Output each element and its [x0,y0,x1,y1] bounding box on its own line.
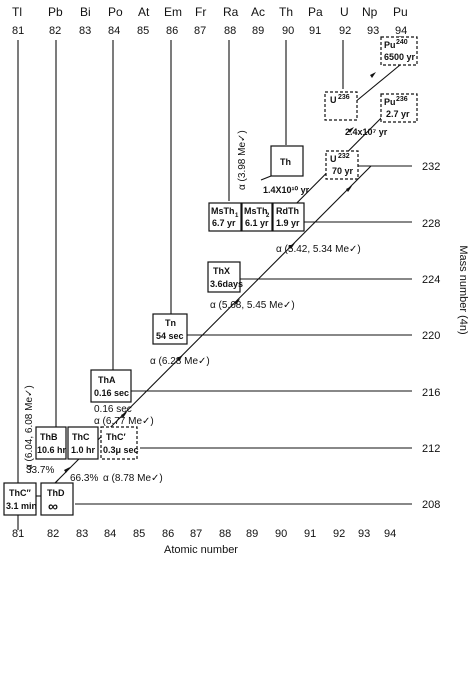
nuclide-halflife: 2.7 yr [386,109,410,119]
atomic-number: 88 [224,25,237,37]
mass-number: 216 [422,387,441,399]
alpha-energy-542: α (5.42, 5.34 Me✓) [276,244,361,255]
branch-ratio-b: 66.3% [70,473,99,484]
nuclide-msth1 [209,203,241,231]
atomic-number: 92 [339,25,352,37]
nuclide-halflife: 0.16 sec [94,388,130,398]
alpha-energy-604: α (6.04, 6.08 Me✓) [24,385,35,470]
u236-halflife: 2.4x10⁷ yr [345,127,388,137]
decay-arrows [18,65,400,530]
nuclide-name: Tn [165,318,176,328]
element-symbols-row [12,5,408,19]
nuclide-name: RdTh [276,206,299,216]
element-symbol: Em [164,5,182,19]
nuclide-tn [153,314,187,344]
atomic-numbers-top [12,25,407,37]
mass-number-labels [422,161,440,511]
nuclide-name: ThA [98,375,116,385]
atomic-number: 90 [282,25,295,37]
nuclide-name: MsTh [244,206,268,216]
nuclide-name: ThC′ [106,432,126,442]
element-symbol: Pu [393,5,408,19]
element-symbol: U [340,5,349,19]
element-symbol: Pb [48,5,63,19]
nuclide-thc [68,427,98,459]
tha-halflife-label: 0.16 sec [94,404,132,415]
nuclide-name: Pu [384,97,396,107]
atomic-number: 81 [12,528,25,540]
atomic-number: 91 [304,528,317,540]
y-axis-label: Mass number (4n) [457,245,469,335]
alpha-energy-568: α (5.68, 5.45 Me✓) [210,300,295,311]
atomic-number: 94 [384,528,397,540]
nuclide-mass: 236 [396,96,408,103]
atomic-number: 83 [76,528,89,540]
element-symbol: Ac [251,5,266,19]
atomic-number: 85 [133,528,146,540]
nuclide-halflife: 1.0 hr [71,445,96,455]
alpha-energy-398: α (3.98 Me✓) [237,130,248,190]
nuclide-thb [36,427,67,459]
mass-number: 224 [422,274,441,286]
nuclide-thc-dprime [4,483,37,515]
nuclide-mass: 232 [338,153,350,160]
nuclide-name: ThB [40,432,58,442]
branch-ratio-a: 33.7% [26,465,55,476]
atomic-number: 82 [49,25,62,37]
nuclide-u232 [326,151,358,179]
nuclide-pu240 [381,37,417,65]
nuclide-halflife: 10.6 hr [37,445,67,455]
mass-number: 228 [422,218,441,230]
nuclide-tha [91,370,131,402]
nuclide-halflife: 70 yr [332,166,354,176]
nuclide-pu236 [381,94,417,122]
nuclide-halflife: 6500 yr [384,52,416,62]
atomic-number: 85 [137,25,150,37]
nuclide-rdth [273,203,304,231]
nuclide-mass: 236 [338,94,350,101]
nuclide-thc-prime [101,427,139,459]
element-symbol: Tl [12,5,22,19]
nuclide-halflife: ∞ [48,498,58,514]
nuclide-name: Th [280,157,291,167]
nuclide-subscript: 2 [266,213,270,219]
atomic-number: 93 [358,528,371,540]
nuclide-halflife: 0.3μ sec [103,445,139,455]
nuclide-msth2 [242,203,272,231]
nuclide-name: MsTh [211,206,235,216]
th-halflife: 1.4X10¹⁰ yr [263,185,310,195]
atomic-number: 87 [194,25,207,37]
nuclide-name: ThC″ [9,488,31,498]
element-symbol: Bi [80,5,91,19]
nuclide-halflife: 6.1 yr [245,218,269,228]
atomic-number: 82 [47,528,60,540]
nuclide-thd [41,483,73,515]
nuclide-halflife: 6.7 yr [212,218,236,228]
alpha-energy-677: α (6.77 Me✓) [94,416,154,427]
nuclide-halflife: 3.1 min [6,501,38,511]
nuclide-name: ThD [47,488,65,498]
element-symbol: At [138,5,150,19]
atomic-number: 92 [333,528,346,540]
alpha-energy-878: α (8.78 Me✓) [103,473,163,484]
nuclide-halflife: 54 sec [156,331,184,341]
atomic-number: 94 [395,25,408,37]
atomic-number: 93 [367,25,380,37]
atomic-number: 90 [275,528,288,540]
nuclide-name: ThC [72,432,90,442]
atomic-number: 87 [190,528,203,540]
nuclide-mass: 240 [396,39,408,46]
element-symbol: Np [362,5,378,19]
element-symbol: Th [279,5,294,19]
nuclide-subscript: 1 [235,213,239,219]
nuclide-halflife: 1.9 yr [276,218,300,228]
nuclide-thx [208,262,243,292]
atomic-number: 86 [162,528,175,540]
nuclide-name: U [330,154,337,164]
nuclide-name: U [330,95,337,105]
mass-number: 212 [422,443,441,455]
atomic-number: 89 [252,25,265,37]
nuclide-name: Pu [384,40,396,50]
atomic-number: 89 [246,528,259,540]
nuclide-th [271,146,303,176]
nuclide-name: ThX [213,266,230,276]
atomic-number: 86 [166,25,179,37]
element-symbol: Fr [195,5,207,19]
mass-number: 220 [422,330,441,342]
element-symbol: Po [108,5,123,19]
element-symbol: Ra [223,5,239,19]
mass-number: 232 [422,161,441,173]
nuclide-u236 [325,92,357,120]
atomic-numbers-bottom [12,528,396,540]
element-symbol: Pa [308,5,323,19]
atomic-number: 81 [12,25,25,37]
nuclide-halflife: 3.6days [210,279,244,289]
mass-number: 208 [422,499,441,511]
x-axis-label: Atomic number [164,544,238,556]
atomic-number: 88 [219,528,232,540]
atomic-number: 91 [309,25,322,37]
alpha-energy-628: α (6.28 Me✓) [150,356,210,367]
atomic-number: 83 [79,25,92,37]
atomic-number: 84 [108,25,121,37]
arrowhead [346,186,352,192]
arrowhead [370,72,376,78]
atomic-number: 84 [104,528,117,540]
